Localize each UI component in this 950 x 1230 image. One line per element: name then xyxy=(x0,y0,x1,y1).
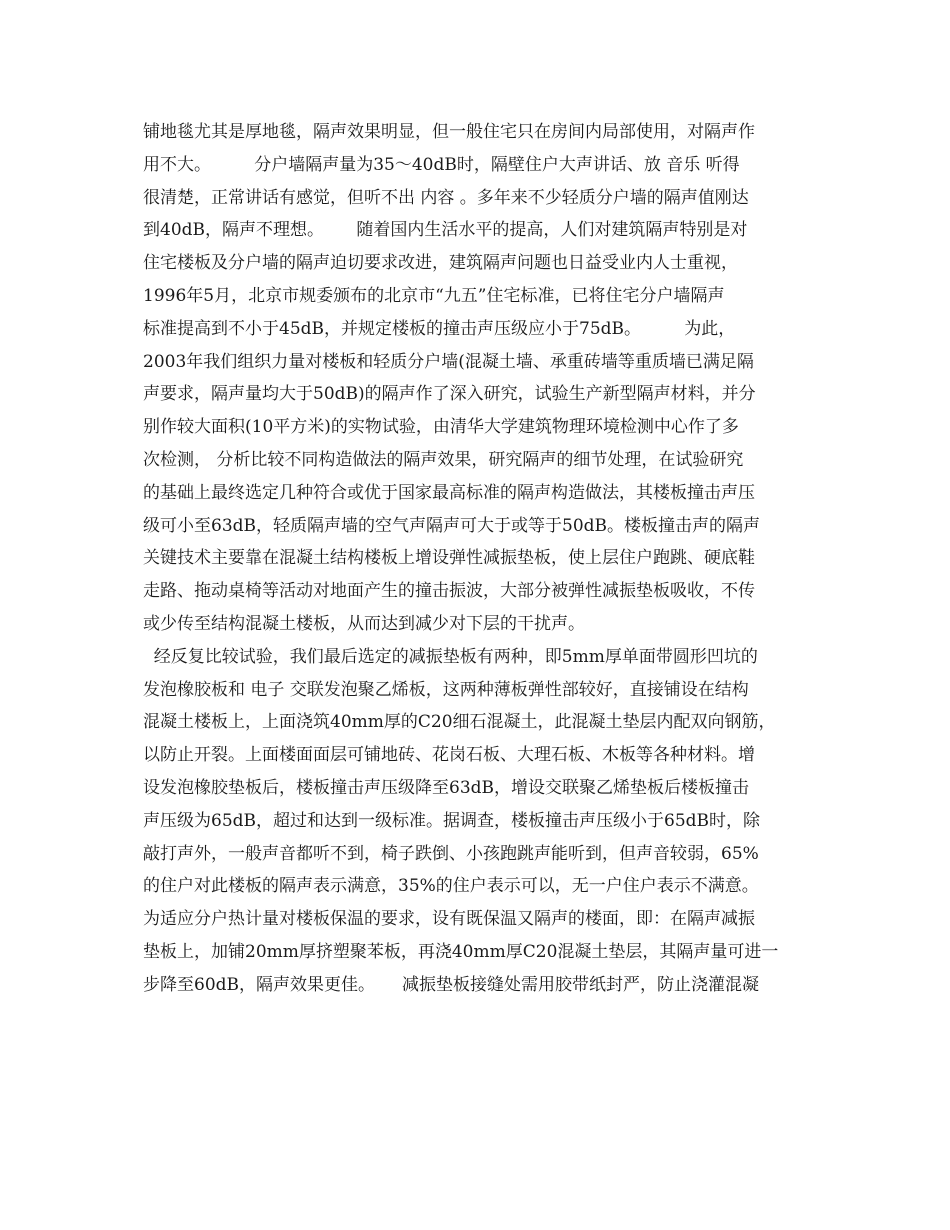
text-line: 敲打声外，一般声音都听不到，椅子跌倒、小孩跑跳声能听到，但声音较弱，65% xyxy=(143,843,759,864)
text-line: 的基础上最终选定几种符合或优于国家最高标准的隔声构造做法，其楼板撞击声压 xyxy=(143,482,755,503)
text-line: 级可小至63dB，轻质隔声墙的空气声隔声可大于或等于50dB。楼板撞击声的隔声 xyxy=(143,515,761,536)
text-line: 步降至60dB，隔声效果更佳。 减振垫板接缝处需用胶带纸封严，防止浇灌混凝 xyxy=(143,974,760,995)
text-line: 为适应分户热计量对楼板保温的要求，设有既保温又隔声的楼面，即：在隔声减振 xyxy=(143,909,755,930)
text-line: 关键技术主要靠在混凝土结构楼板上增设弹性减振垫板，使上层住户跑跳、硬底鞋 xyxy=(143,548,755,569)
text-line: 声压级为65dB，超过和达到一级标准。据调查，楼板撞击声压级小于65dB时，除 xyxy=(143,810,761,831)
text-line: 标准提高到不小于45dB，并规定楼板的撞击声压级应小于75dB。 为此， xyxy=(143,318,736,339)
text-line: 的住户对此楼板的隔声表示满意，35%的住户表示可以，无一户住户表示不满意。 xyxy=(143,876,759,897)
text-line: 经反复比较试验，我们最后选定的减振垫板有两种，即5mm厚单面带圆形凹坑的 xyxy=(143,646,758,667)
text-line: 以防止开裂。上面楼面面层可铺地砖、花岗石板、大理石板、木板等各种材料。增 xyxy=(143,745,755,766)
text-line: 次检测， 分析比较不同构造做法的隔声效果，研究隔声的细节处理，在试验研究 xyxy=(143,449,744,470)
text-line: 走路、拖动桌椅等活动对地面产生的撞击振波，大部分被弹性减振垫板吸收，不传 xyxy=(143,581,755,602)
text-line: 住宅楼板及分户墙的隔声迫切要求改进，建筑隔声问题也日益受业内人士重视， xyxy=(143,253,738,274)
text-line: 发泡橡胶板和 电子 交联发泡聚乙烯板，这两种薄板弹性部较好，直接铺设在结构 xyxy=(143,679,749,700)
text-line: 设发泡橡胶垫板后，楼板撞击声压级降至63dB，增设交联聚乙烯垫板后楼板撞击 xyxy=(143,777,750,798)
text-line: 1996年5月，北京市规委颁布的北京市“九五”住宅标准，已将住宅分户墙隔声 xyxy=(143,285,725,306)
text-line: 别作较大面积(10平方米)的实物试验，由清华大学建筑物理环境检测中心作了多 xyxy=(143,417,739,438)
text-line: 2003年我们组织力量对楼板和轻质分户墙(混凝土墙、承重砖墙等重质墙已满足隔 xyxy=(143,351,754,372)
text-line: 或少传至结构混凝土楼板，从而达到减少对下层的干扰声。 xyxy=(143,613,585,634)
text-line: 很清楚，正常讲话有感觉，但听不出 内容 。多年来不少轻质分户墙的隔声值刚达 xyxy=(143,187,749,208)
text-line: 用不大。 分户墙隔声量为35～40dB时，隔壁住户大声讲话、放 音乐 听得 xyxy=(143,154,740,175)
text-line: 到40dB，隔声不理想。 随着国内生活水平的提高，人们对建筑隔声特别是对 xyxy=(143,220,748,241)
text-line: 铺地毯尤其是厚地毯，隔声效果明显，但一般住宅只在房间内局部使用，对隔声作 xyxy=(143,122,755,142)
text-line: 混凝土楼板上，上面浇筑40mm厚的C20细石混凝土，此混凝土垫层内配双向钢筋， xyxy=(143,712,776,733)
text-line: 垫板上，加铺20mm厚挤塑聚苯板，再浇40mm厚C20混凝土垫层，其隔声量可进一 xyxy=(143,941,779,962)
body-text xyxy=(143,116,833,1002)
text-line: 声要求，隔声量均大于50dB)的隔声作了深入研究，试验生产新型隔声材料，并分 xyxy=(143,384,756,405)
